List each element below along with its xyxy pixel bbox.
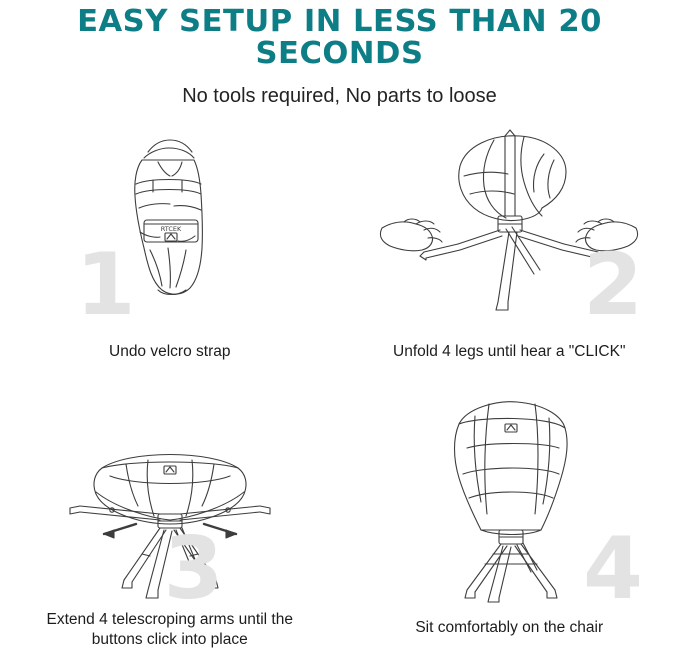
- step-2-caption: Unfold 4 legs until hear a "CLICK": [393, 342, 625, 362]
- brand-label: RTCEK: [160, 225, 181, 233]
- step-number-3: 3: [164, 526, 224, 612]
- step-4-caption: Sit comfortably on the chair: [415, 618, 603, 638]
- step-number-4: 4: [583, 526, 643, 612]
- page-title: EASY SETUP IN LESS THAN 20 SECONDS: [0, 6, 679, 69]
- assembled-chair-illustration: [348, 394, 672, 606]
- steps-grid: [0, 114, 679, 666]
- step-1-caption: Undo velcro strap: [109, 342, 230, 362]
- step-3-caption: Extend 4 telescroping arms until the buttons click into place: [20, 610, 320, 650]
- step-1: [0, 114, 340, 390]
- packed-chair-bag-illustration: [8, 118, 332, 330]
- step-3: [0, 390, 340, 666]
- step-number-2: 2: [583, 242, 643, 328]
- step-number-1: 1: [76, 242, 136, 328]
- extending-arms-illustration: [8, 394, 332, 606]
- page-subtitle: No tools required, No parts to loose: [0, 85, 679, 108]
- instruction-sheet: [0, 6, 679, 666]
- step-4: [340, 390, 679, 666]
- step-2: [340, 114, 679, 390]
- unfolding-legs-illustration: [348, 118, 672, 330]
